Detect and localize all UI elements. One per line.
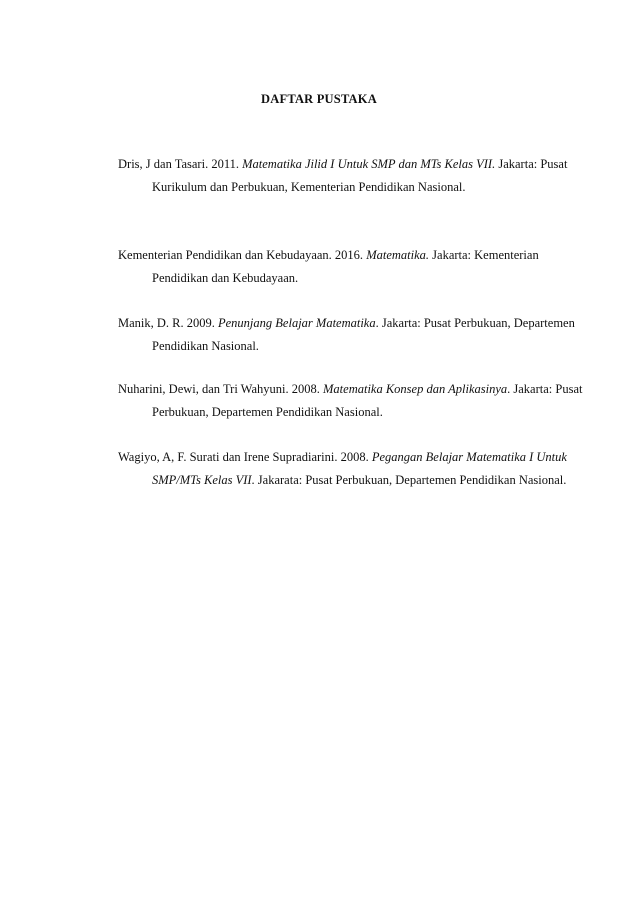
reference-entry bbox=[118, 446, 592, 492]
reference-entry bbox=[118, 378, 592, 424]
reference-publisher: . Jakarta: Pusat Perbukuan, Departemen Pendidikan Nasional. bbox=[152, 316, 575, 353]
reference-entry bbox=[118, 312, 592, 358]
reference-entry bbox=[118, 153, 592, 199]
reference-title: Matematika Jilid I Untuk SMP dan MTs Kelas VII. bbox=[242, 157, 496, 171]
reference-entry bbox=[118, 244, 592, 290]
reference-authors-year: Wagiyo, A, F. Surati dan Irene Supradiarini. 2008. bbox=[118, 450, 372, 464]
reference-publisher: . Jakarta: Pusat Perbukuan, Departemen Pendidikan Nasional. bbox=[152, 382, 583, 419]
reference-authors-year: Kementerian Pendidikan dan Kebudayaan. 2016. bbox=[118, 248, 367, 262]
reference-title: Matematika. bbox=[366, 248, 430, 262]
reference-publisher: Jakarta: Pusat Kurikulum dan Perbukuan, Kementerian Pendidikan Nasional. bbox=[152, 157, 568, 194]
reference-publisher: Jakarta: Kementerian Pendidikan dan Kebudayaan. bbox=[152, 248, 539, 285]
reference-authors-year: Nuharini, Dewi, dan Tri Wahyuni. 2008. bbox=[118, 382, 324, 396]
reference-title: Pegangan Belajar Matematika I Untuk SMP/MTs Kelas VII bbox=[152, 450, 567, 487]
reference-title: Matematika Konsep dan Aplikasinya bbox=[323, 382, 508, 396]
page-title: DAFTAR PUSTAKA bbox=[261, 92, 377, 106]
reference-publisher: . Jakarata: Pusat Perbukuan, Departemen Pendidikan Nasional. bbox=[251, 473, 567, 487]
reference-title: Penunjang Belajar Matematika bbox=[218, 316, 376, 330]
reference-authors-year: Manik, D. R. 2009. bbox=[118, 316, 218, 330]
reference-authors-year: Dris, J dan Tasari. 2011. bbox=[118, 157, 243, 171]
